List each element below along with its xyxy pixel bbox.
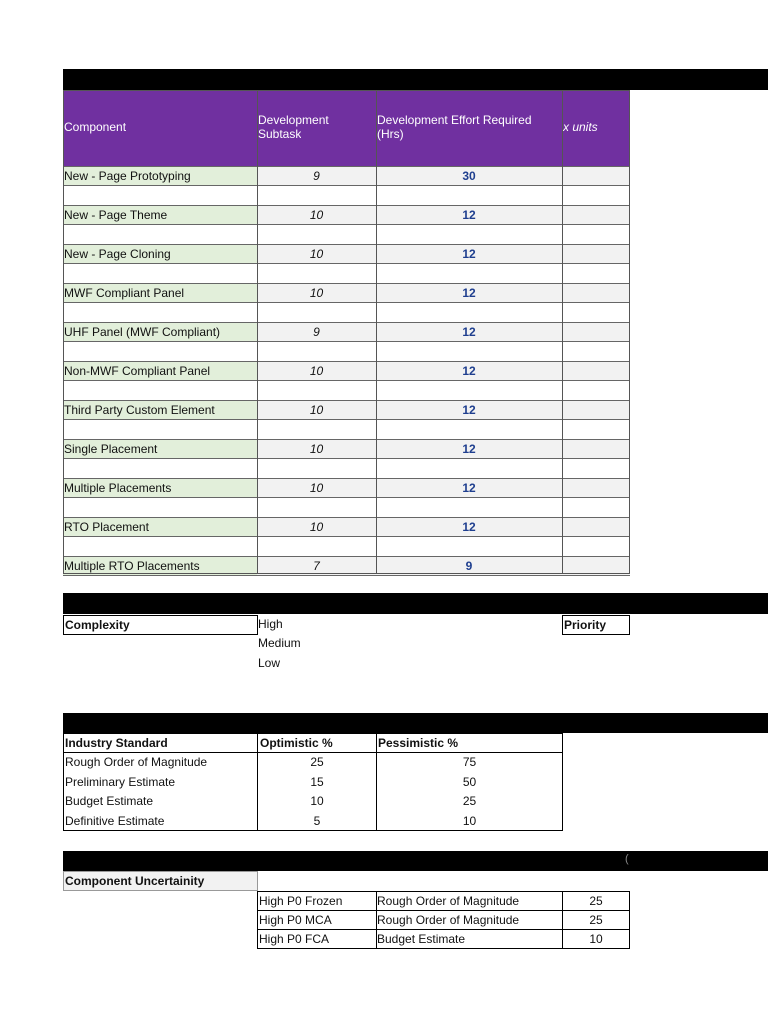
table-header	[63, 90, 630, 166]
effort-hours: 30	[462, 169, 476, 183]
table-row	[63, 322, 630, 342]
header-subtask-line2: Subtask	[258, 127, 302, 141]
table-divider	[376, 90, 377, 574]
uncertainty-value: 25	[589, 894, 603, 908]
effort-hours: 12	[462, 520, 476, 534]
uncertainty-standard: Rough Order of Magnitude	[377, 894, 520, 908]
header-subtask-line1: Development	[258, 113, 329, 127]
table-row	[63, 205, 630, 225]
optimistic-percent: 15	[310, 774, 324, 789]
component-name: Third Party Custom Element	[63, 401, 257, 419]
subtask-count: 10	[309, 481, 324, 495]
table-row	[63, 439, 630, 459]
component-name: RTO Placement	[63, 518, 257, 536]
effort-hours: 12	[462, 442, 476, 456]
table-row	[63, 400, 630, 420]
industry-standard-name: Preliminary Estimate	[65, 774, 176, 789]
uncertainty-label: Component Uncertainity	[63, 871, 258, 891]
pessimistic-percent: 10	[462, 813, 477, 828]
section-bar-industry	[63, 713, 768, 733]
uncertainty-standard: Budget Estimate	[377, 932, 466, 946]
effort-hours: 12	[462, 481, 476, 495]
industry-header-standard: Industry Standard	[65, 736, 168, 750]
pessimistic-percent: 75	[462, 755, 477, 769]
table-divider	[257, 90, 258, 574]
table-row	[63, 244, 630, 264]
component-name: MWF Compliant Panel	[63, 284, 257, 302]
uncertainty-value: 25	[589, 913, 603, 927]
pessimistic-percent: 50	[462, 774, 477, 789]
table-divider	[562, 90, 563, 574]
component-name: UHF Panel (MWF Compliant)	[63, 323, 257, 341]
table-row	[63, 283, 630, 303]
subtask-count: 10	[309, 286, 324, 300]
component-name: New - Page Prototyping	[63, 167, 257, 185]
uncertainty-standard: Rough Order of Magnitude	[377, 913, 520, 927]
effort-hours: 9	[465, 559, 473, 573]
industry-standard-name: Definitive Estimate	[65, 813, 165, 828]
subtask-count: 7	[313, 559, 320, 573]
section-bar-uncertainty	[63, 851, 768, 871]
subtask-count: 9	[313, 325, 320, 339]
subtask-count: 9	[313, 169, 320, 183]
effort-hours: 12	[462, 208, 476, 222]
subtask-count: 10	[309, 208, 324, 222]
complexity-high: High	[258, 617, 283, 631]
pessimistic-percent: 25	[462, 794, 477, 808]
table-row	[63, 166, 630, 186]
optimistic-percent: 10	[310, 794, 324, 808]
uncertainty-name: High P0 MCA	[259, 913, 332, 927]
optimistic-percent: 25	[310, 755, 324, 769]
component-name: Non-MWF Compliant Panel	[63, 362, 257, 380]
bar-glyph: (	[625, 853, 629, 865]
industry-standard-name: Budget Estimate	[65, 794, 154, 808]
complexity-low: Low	[258, 656, 281, 670]
effort-hours: 12	[462, 364, 476, 378]
section-bar-effort	[63, 69, 768, 90]
uncertainty-name: High P0 FCA	[259, 932, 330, 946]
table-row	[63, 517, 630, 537]
component-name: Single Placement	[63, 440, 257, 458]
complexity-label: Complexity	[63, 615, 258, 635]
effort-hours: 12	[462, 325, 476, 339]
header-units: x units	[563, 120, 598, 134]
subtask-count: 10	[309, 442, 324, 456]
component-name: New - Page Theme	[63, 206, 257, 224]
optimistic-percent: 5	[313, 813, 321, 828]
subtask-count: 10	[309, 520, 324, 534]
section-bar-complexity	[63, 593, 768, 614]
effort-hours: 12	[462, 286, 476, 300]
header-component: Component	[64, 120, 127, 134]
uncertainty-row-rule	[258, 910, 629, 911]
industry-standard-name: Rough Order of Magnitude	[65, 755, 208, 769]
uncertainty-value: 10	[589, 932, 603, 946]
uncertainty-name: High P0 Frozen	[259, 894, 343, 908]
table-row	[63, 556, 630, 576]
industry-header-rule	[64, 752, 562, 753]
complexity-medium: Medium	[258, 636, 301, 650]
uncertainty-row-rule	[258, 929, 629, 930]
header-effort-line1: Development Effort Required	[377, 113, 532, 127]
component-name: Multiple Placements	[63, 479, 257, 497]
uncertainty-table	[257, 891, 630, 949]
priority-label: Priority	[562, 615, 630, 635]
subtask-count: 10	[309, 364, 324, 378]
industry-header-pessimistic: Pessimistic %	[378, 736, 459, 750]
component-name: New - Page Cloning	[63, 245, 257, 263]
table-divider	[629, 90, 630, 574]
industry-table	[63, 733, 563, 831]
table-row	[63, 478, 630, 498]
subtask-count: 10	[309, 247, 324, 261]
table-row	[63, 361, 630, 381]
header-effort-line2: (Hrs)	[377, 127, 404, 141]
component-name: Multiple RTO Placements	[63, 557, 257, 575]
effort-hours: 12	[462, 247, 476, 261]
subtask-count: 10	[309, 403, 324, 417]
industry-header-optimistic: Optimistic %	[260, 736, 333, 750]
effort-hours: 12	[462, 403, 476, 417]
